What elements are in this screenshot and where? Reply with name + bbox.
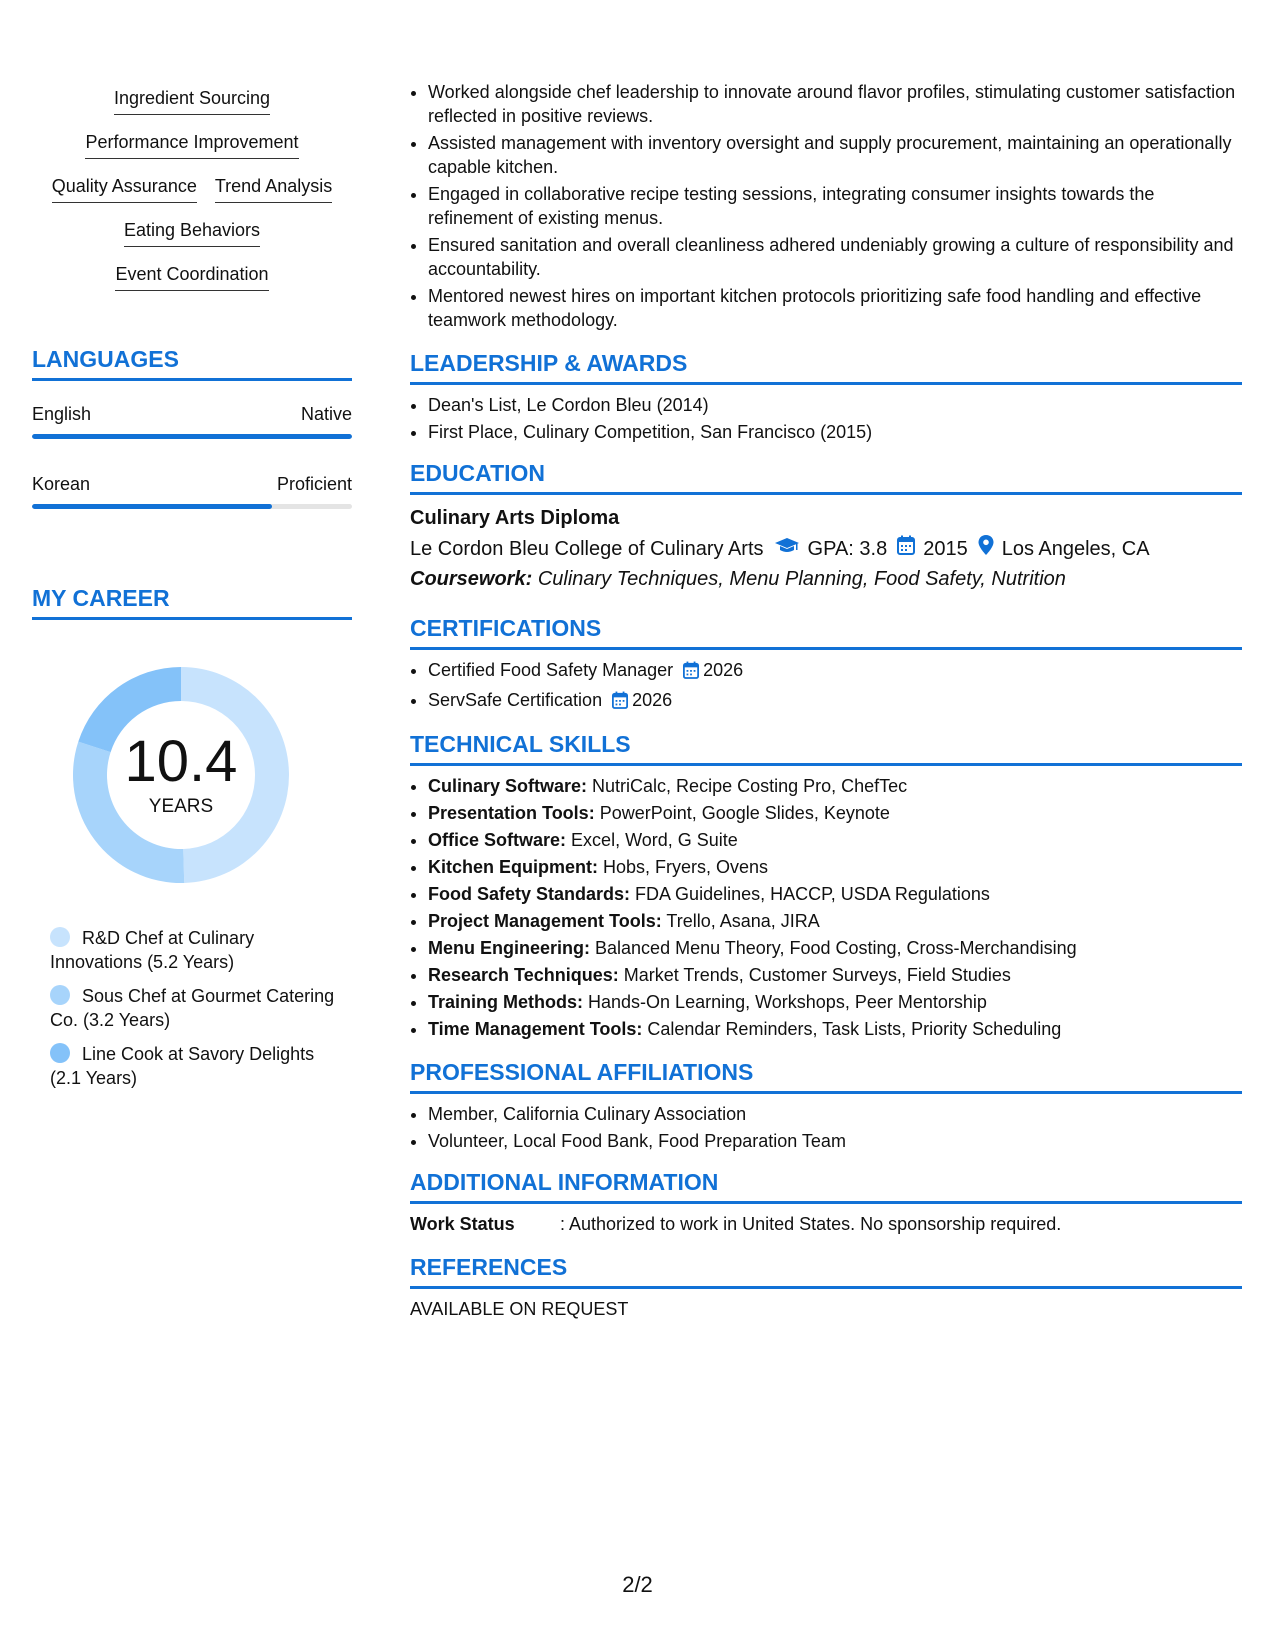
- language-item: [32, 473, 352, 509]
- award-item: • First Place, Culinary Competition, San Francisco (2015): [428, 420, 1242, 444]
- section-title: CERTIFICATIONS: [410, 615, 1242, 650]
- page-number: 2/2: [622, 1572, 653, 1597]
- school-location: Los Angeles, CA: [1001, 538, 1150, 560]
- section-title: MY CAREER: [32, 585, 352, 620]
- language-bar: [32, 434, 352, 439]
- legend-label: R&D Chef at Culinary Innovations (5.2 Years): [50, 928, 255, 972]
- languages-section: [32, 346, 352, 509]
- legend-label: Line Cook at Savory Delights (2.1 Years): [50, 1044, 315, 1088]
- graduation-year: 2015: [923, 538, 968, 560]
- technical-skill-item: [428, 1017, 1242, 1041]
- technical-skill-item: [428, 882, 1242, 906]
- technical-skill-item: [428, 990, 1242, 1014]
- language-bar-fill: [32, 434, 352, 439]
- certification-item: [428, 688, 1242, 715]
- skill-category: Time Management Tools:: [428, 1019, 643, 1039]
- section-title: ADDITIONAL INFORMATION: [410, 1169, 1242, 1204]
- skill-values: Trello, Asana, JIRA: [666, 911, 820, 931]
- career-legend: [32, 926, 352, 1090]
- experience-bullet: • Worked alongside chef leadership to innovate around flavor profiles, stimulating customer satisfaction reflected in positive reviews.: [428, 80, 1242, 128]
- experience-bullet: • Mentored newest hires on important kitchen protocols prioritizing safe food handling and effective teamwork methodology.: [428, 284, 1242, 332]
- legend-label: Sous Chef at Gourmet Catering Co. (3.2 Years): [50, 986, 335, 1030]
- skill-category: Training Methods:: [428, 992, 583, 1012]
- technical-skill-item: [428, 774, 1242, 798]
- calendar-icon: [897, 535, 915, 563]
- skill-category: Project Management Tools:: [428, 911, 662, 931]
- references-text: AVAILABLE ON REQUEST: [410, 1299, 629, 1319]
- section-title: TECHNICAL SKILLS: [410, 731, 1242, 766]
- skill-tag: Quality Assurance: [52, 176, 197, 203]
- language-bar-fill: [32, 504, 272, 509]
- certification-name: Certified Food Safety Manager: [428, 660, 674, 680]
- legend-item: [50, 1042, 350, 1090]
- career-donut-chart: [66, 660, 296, 890]
- graduation-cap-icon: [774, 535, 800, 563]
- legend-dot: [50, 1043, 70, 1063]
- affiliation-item: • Volunteer, Local Food Bank, Food Preparation Team: [428, 1129, 1242, 1153]
- skill-values: Excel, Word, G Suite: [571, 830, 738, 850]
- skill-values: PowerPoint, Google Slides, Keynote: [599, 803, 890, 823]
- certification-year: 2026: [632, 690, 673, 710]
- section-title: REFERENCES: [410, 1254, 1242, 1289]
- technical-skill-item: [428, 801, 1242, 825]
- language-name: English: [32, 404, 92, 424]
- skill-category: Menu Engineering:: [428, 938, 590, 958]
- technical-skill-item: [428, 963, 1242, 987]
- map-pin-icon: [978, 535, 994, 563]
- section-title: LANGUAGES: [32, 346, 352, 381]
- skill-tag: Eating Behaviors: [124, 220, 260, 247]
- experience-bullet: • Assisted management with inventory oversight and supply procurement, maintaining an operationally capable kitchen.: [428, 131, 1242, 179]
- work-status-row: [410, 1212, 1242, 1236]
- leadership-section: [410, 350, 1242, 444]
- technical-skill-item: [428, 855, 1242, 879]
- skill-tag: Trend Analysis: [215, 176, 332, 203]
- skill-values: NutriCalc, Recipe Costing Pro, ChefTec: [592, 776, 908, 796]
- education-section: [410, 460, 1242, 593]
- experience-bullets: [410, 80, 1242, 332]
- language-bar: [32, 504, 352, 509]
- skill-category: Culinary Software:: [428, 776, 588, 796]
- references-section: [410, 1254, 1242, 1321]
- skill-values: Hands-On Learning, Workshops, Peer Mentorship: [588, 992, 987, 1012]
- skill-category: Office Software:: [428, 830, 567, 850]
- affiliation-item: • Member, California Culinary Association: [428, 1102, 1242, 1126]
- technical-skills-section: [410, 731, 1242, 1041]
- additional-section: [410, 1169, 1242, 1236]
- award-item: • Dean's List, Le Cordon Bleu (2014): [428, 393, 1242, 417]
- experience-bullet: • Engaged in collaborative recipe testing sessions, integrating consumer insights towards the refinement of existing menus.: [428, 182, 1242, 230]
- skill-values: Calendar Reminders, Task Lists, Priority Scheduling: [647, 1019, 1062, 1039]
- certifications-section: [410, 615, 1242, 715]
- affiliations-section: [410, 1059, 1242, 1153]
- right-column: [410, 80, 1242, 1321]
- skill-category: Research Techniques:: [428, 965, 619, 985]
- skill-values: FDA Guidelines, HACCP, USDA Regulations: [635, 884, 990, 904]
- work-status-value: : Authorized to work in United States. No sponsorship required.: [560, 1214, 1062, 1234]
- coursework-list: Culinary Techniques, Menu Planning, Food Safety, Nutrition: [537, 568, 1066, 590]
- career-years-unit: YEARS: [148, 796, 214, 817]
- technical-skill-item: [428, 909, 1242, 933]
- legend-dot: [50, 985, 70, 1005]
- language-item: [32, 403, 352, 439]
- legend-item: [50, 984, 350, 1032]
- skill-category: Kitchen Equipment:: [428, 857, 598, 877]
- work-status-label: Work Status: [410, 1214, 515, 1234]
- skill-tags: [32, 80, 352, 300]
- technical-skill-item: [428, 936, 1242, 960]
- section-title: LEADERSHIP & AWARDS: [410, 350, 1242, 385]
- education-details: [410, 535, 1242, 563]
- skill-tag: Performance Improvement: [85, 132, 298, 159]
- school-name: Le Cordon Bleu College of Culinary Arts: [410, 538, 764, 560]
- skill-values: Hobs, Fryers, Ovens: [603, 857, 769, 877]
- skill-tag: Event Coordination: [115, 264, 268, 291]
- language-level: Native: [300, 404, 352, 424]
- coursework: [410, 565, 1242, 593]
- skill-values: Market Trends, Customer Surveys, Field Studies: [623, 965, 1011, 985]
- skill-values: Balanced Menu Theory, Food Costing, Cross-Merchandising: [595, 938, 1077, 958]
- calendar-icon: [612, 691, 628, 715]
- coursework-label: Coursework:: [410, 568, 533, 590]
- gpa: GPA: 3.8: [807, 538, 888, 560]
- legend-item: [50, 926, 350, 974]
- language-name: Korean: [32, 474, 91, 494]
- skill-tag: Ingredient Sourcing: [114, 88, 270, 115]
- certification-year: 2026: [703, 660, 744, 680]
- career-total-years: 10.4: [124, 729, 238, 794]
- career-section: [32, 585, 352, 1090]
- section-title: EDUCATION: [410, 460, 1242, 495]
- certification-name: ServSafe Certification: [428, 690, 603, 710]
- technical-skill-item: [428, 828, 1242, 852]
- experience-bullet: • Ensured sanitation and overall cleanliness adhered undeniably growing a culture of responsibility and accountability.: [428, 233, 1242, 281]
- skill-category: Presentation Tools:: [428, 803, 595, 823]
- left-column: [32, 80, 352, 1100]
- degree-title: Culinary Arts Diploma: [410, 507, 620, 529]
- legend-dot: [50, 927, 70, 947]
- skill-category: Food Safety Standards:: [428, 884, 631, 904]
- calendar-icon: [683, 661, 699, 685]
- certification-item: [428, 658, 1242, 685]
- language-level: Proficient: [276, 474, 352, 494]
- section-title: PROFESSIONAL AFFILIATIONS: [410, 1059, 1242, 1094]
